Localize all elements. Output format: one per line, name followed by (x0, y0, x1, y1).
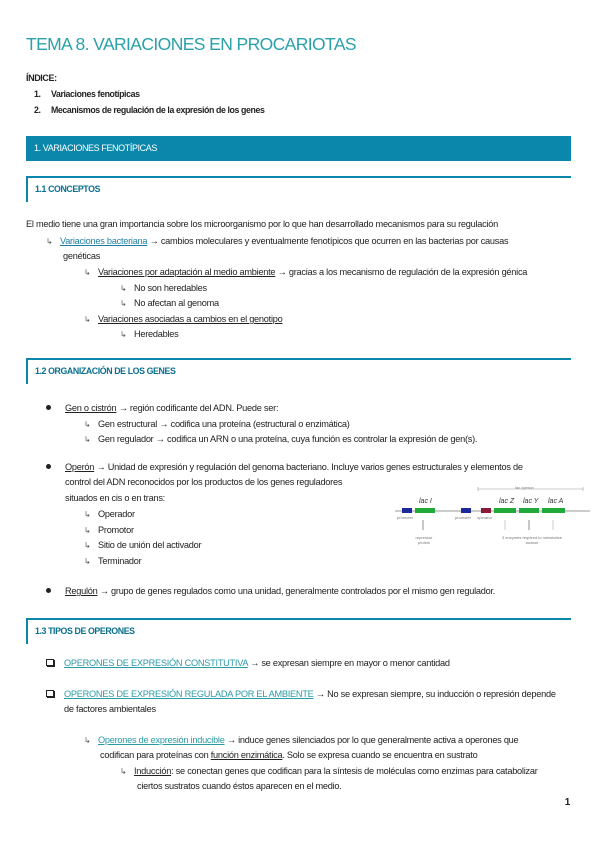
diagram-bottom-left: repressor protein (415, 535, 433, 545)
term: Operón (65, 462, 95, 472)
bullet-regulon (46, 586, 495, 596)
list-item-bacterial (46, 236, 508, 246)
term: función enzimática (210, 750, 283, 760)
term: Variaciones asociadas a cambios en el genotipo (98, 314, 283, 324)
list-item-inducible (84, 735, 518, 745)
text: . Solo se expresa cuando se encuentra en sustrato (282, 750, 478, 760)
gene-label: lac Y (523, 498, 539, 505)
text-line (100, 750, 477, 760)
list-item (120, 283, 207, 293)
list-item (84, 540, 201, 550)
text: No afectan al genoma (134, 298, 219, 308)
text: → gracias a los mecanismo de regulación de la expresión génica (275, 267, 528, 277)
bullet-icon (46, 405, 51, 410)
text: → cambios moleculares y eventualmente fenotípicos que ocurren en las bacterias por causas (147, 236, 509, 246)
diagram-bottom-right: 3 enzymes required to metabolize lactose (501, 535, 563, 545)
index-text: Variaciones fenotípicas (51, 89, 140, 99)
hook-arrow-icon: ↳ (120, 299, 127, 308)
link-operones-inducible[interactable]: Operones de expresión inducible (98, 735, 225, 745)
list-item (84, 525, 134, 535)
list-item-adaptation (84, 267, 527, 277)
checkbox-item-constitutive (46, 658, 450, 668)
hook-arrow-icon: ↳ (84, 526, 91, 535)
subsection-heading-1-2: 1.2 ORGANIZACIÓN DE LOS GENES (26, 358, 571, 384)
subsection-heading-1-3: 1.3 TIPOS DE OPERONES (26, 618, 571, 644)
index-num: 1. (34, 89, 41, 99)
term: Gen o cistrón (65, 403, 117, 413)
bullet-icon (46, 588, 51, 593)
index-item-2 (34, 105, 264, 115)
link-variaciones-bacteriana[interactable]: Variaciones bacteriana (60, 236, 148, 246)
hook-arrow-icon: ↳ (84, 541, 91, 550)
link-operones-constitutiva[interactable]: OPERONES DE EXPRESIÓN CONSTITUTIVA (64, 658, 248, 668)
hook-arrow-icon: ↳ (84, 510, 91, 519)
hook-arrow-icon: ↳ (84, 435, 91, 444)
list-item (84, 509, 135, 519)
hook-arrow-icon: ↳ (120, 767, 127, 776)
text-line: de factores ambientales (64, 704, 156, 714)
element-label: promoter (397, 515, 414, 520)
hook-arrow-icon: ↳ (84, 420, 91, 429)
page-number: 1 (564, 797, 570, 808)
checkbox-bullet-icon (46, 690, 54, 697)
hook-arrow-icon: ↳ (84, 268, 91, 277)
hook-arrow-icon: ↳ (84, 315, 91, 324)
text: → Unidad de expresión y regulación del genoma bacteriano. Incluye varios genes estructurales y elementos de (94, 462, 523, 472)
list-item-continuation: genéticas (63, 251, 101, 261)
text: → grupo de genes regulados como una unidad, generalmente controlados por el mismo gen regulador. (97, 586, 496, 596)
bullet-icon (46, 464, 51, 469)
text: Sitio de unión del activador (98, 540, 202, 550)
hook-arrow-icon: ↳ (120, 284, 127, 293)
operon-diagram-svg (395, 483, 590, 558)
subsection-heading-1-1: 1.1 CONCEPTOS (26, 176, 571, 202)
index-label: ÍNDICE: (26, 73, 57, 83)
element-label: operator (477, 515, 492, 520)
page-title: TEMA 8. VARIACIONES EN PROCARIOTAS (26, 34, 356, 54)
gene-label: lac Z (499, 498, 515, 505)
text: Terminador (98, 556, 142, 566)
text: No son heredables (134, 283, 207, 293)
list-item (120, 298, 219, 308)
text: : se conectan genes que codifican para la síntesis de moléculas como enzimas para catabolizar (171, 766, 538, 776)
hook-arrow-icon: ↳ (46, 237, 53, 246)
checkbox-bullet-icon (46, 659, 54, 666)
text: codifican para proteínas con (100, 750, 211, 760)
text-line: ciertos sustratos cuando éstos aparecen en el medio. (137, 781, 342, 791)
list-item-induccion (120, 766, 538, 776)
diagram-top-label: lac operon (515, 485, 534, 490)
hook-arrow-icon: ↳ (84, 736, 91, 745)
list-item (84, 556, 141, 566)
text: → induce genes silenciados por lo que generalmente activa a operones que (224, 735, 519, 745)
index-num: 2. (34, 105, 41, 115)
text: Heredables (134, 329, 179, 339)
index-item-1 (34, 89, 140, 99)
bullet-operon (46, 462, 523, 472)
bullet-gen (46, 403, 278, 413)
list-item (84, 419, 350, 429)
list-item (84, 434, 477, 444)
list-item (120, 329, 179, 339)
hook-arrow-icon: ↳ (84, 557, 91, 566)
intro-paragraph: El medio tiene una gran importancia sobre los microorganismo por lo que han desarrollado mecanismos para su regulación (26, 219, 498, 229)
index-text: Mecanismos de regulación de la expresión de los genes (51, 105, 265, 115)
text-line: control del ADN reconocidos por los productos de los genes reguladores (65, 477, 343, 487)
text: → No se expresan siempre, su inducción o represión depende (313, 689, 556, 699)
text: Operador (98, 509, 135, 519)
term: Regulón (65, 586, 98, 596)
text: → región codificante del ADN. Puede ser: (116, 403, 279, 413)
gene-label: lac A (548, 498, 564, 505)
checkbox-item-regulated (46, 689, 556, 699)
element-label: promoter (455, 515, 472, 520)
gene-label: lac I (419, 498, 432, 505)
section-heading-1: 1. VARIACIONES FENOTÍPICAS (26, 136, 571, 161)
text-line: situados en cis o en trans: (65, 493, 165, 503)
term: Variaciones por adaptación al medio ambiente (98, 267, 276, 277)
hook-arrow-icon: ↳ (120, 330, 127, 339)
list-item-genotype (84, 314, 282, 324)
text: Promotor (98, 525, 134, 535)
lac-operon-diagram (395, 483, 590, 558)
link-operones-regulada[interactable]: OPERONES DE EXPRESIÓN REGULADA POR EL AMBIENTE (64, 689, 314, 699)
text: Gen estructural → codifica una proteína (estructural o enzimática) (98, 419, 350, 429)
text: → se expresan siempre en mayor o menor cantidad (247, 658, 450, 668)
term: Inducción (134, 766, 172, 776)
text: Gen regulador → codifica un ARN o una proteína, cuya función es controlar la expresión de gen(s). (98, 434, 478, 444)
